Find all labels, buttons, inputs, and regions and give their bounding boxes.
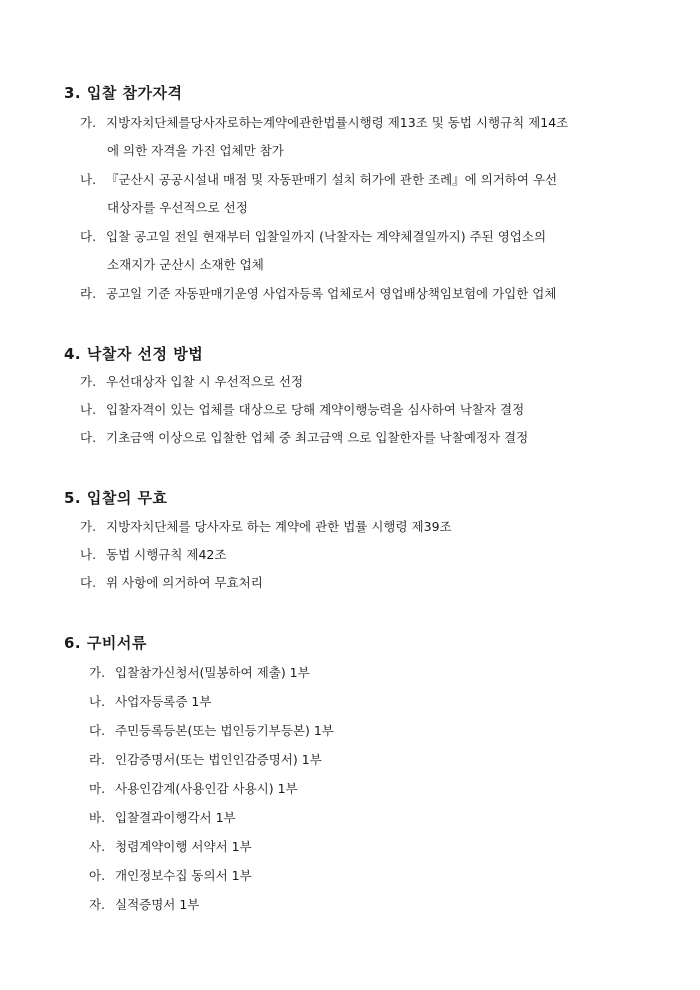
list-item bbox=[89, 897, 199, 913]
item-marker: 자. bbox=[89, 897, 106, 912]
item-marker: 다. bbox=[89, 723, 106, 738]
item-text: 지방자치단체를 당사자로 하는 계약에 관한 법률 시행령 제39조 bbox=[106, 519, 452, 534]
list-item bbox=[89, 839, 252, 855]
item-marker: 다. bbox=[80, 229, 97, 244]
item-text: 인감증명서(또는 법인인감증명서) 1부 bbox=[115, 752, 322, 767]
item-marker: 나. bbox=[80, 172, 97, 187]
item-text: 실적증명서 1부 bbox=[115, 897, 200, 912]
list-item bbox=[80, 575, 263, 591]
item-text: 주민등록등본(또는 법인등기부등본) 1부 bbox=[115, 723, 334, 738]
item-marker: 가. bbox=[80, 519, 97, 534]
item-marker: 다. bbox=[80, 430, 97, 445]
item-marker: 나. bbox=[89, 694, 106, 709]
item-text-continued: 에 의한 자격을 가진 업체만 참가 bbox=[107, 143, 284, 158]
item-marker: 가. bbox=[80, 115, 97, 130]
item-text: 입찰참가신청서(밀봉하여 제출) 1부 bbox=[115, 665, 310, 680]
list-item bbox=[80, 172, 557, 188]
item-text: 우선대상자 입찰 시 우선적으로 선정 bbox=[106, 374, 304, 389]
list-item bbox=[80, 286, 556, 302]
item-marker: 나. bbox=[80, 402, 97, 417]
list-item bbox=[89, 723, 334, 739]
item-marker: 바. bbox=[89, 810, 106, 825]
item-marker: 라. bbox=[89, 752, 106, 767]
item-text: 개인정보수집 동의서 1부 bbox=[115, 868, 252, 883]
item-text: 동법 시행규칙 제42조 bbox=[106, 547, 227, 562]
section-title: 3. 입찰 참가자격 bbox=[64, 84, 183, 102]
item-marker: 라. bbox=[80, 286, 97, 301]
list-item bbox=[89, 868, 252, 884]
item-text: 공고일 기준 자동판매기운영 사업자등록 업체로서 영업배상책임보험에 가입한 업체 bbox=[106, 286, 557, 301]
list-item bbox=[89, 810, 236, 826]
list-item bbox=[80, 374, 303, 390]
list-item bbox=[89, 752, 322, 768]
item-text-continued: 소재지가 군산시 소재한 업체 bbox=[107, 257, 264, 272]
item-marker: 나. bbox=[80, 547, 97, 562]
item-text: 청렴계약이행 서약서 1부 bbox=[115, 839, 252, 854]
list-item bbox=[80, 430, 528, 446]
list-item bbox=[89, 665, 310, 681]
item-text: 사용인감계(사용인감 사용시) 1부 bbox=[115, 781, 298, 796]
section-title: 5. 입찰의 무효 bbox=[64, 489, 168, 507]
item-text: 입찰 공고일 전일 현재부터 입찰일까지 (낙찰자는 계약체결일까지) 주된 영업소의 bbox=[106, 229, 547, 244]
item-marker: 사. bbox=[89, 839, 106, 854]
item-text: 지방자치단체를당사자로하는계약에관한법률시행령 제13조 및 동법 시행규칙 제14조 bbox=[106, 115, 569, 130]
list-item bbox=[80, 547, 226, 563]
list-item bbox=[89, 781, 298, 797]
item-text: 기초금액 이상으로 입찰한 업체 중 최고금액 으로 입찰한자를 낙찰예정자 결정 bbox=[106, 430, 529, 445]
item-marker: 가. bbox=[89, 665, 106, 680]
item-text: 사업자등록증 1부 bbox=[115, 694, 212, 709]
list-item bbox=[80, 115, 568, 131]
item-marker: 가. bbox=[80, 374, 97, 389]
item-text: 『군산시 공공시설내 매점 및 자동판매기 설치 허가에 관한 조례』에 의거하여 우선 bbox=[106, 172, 558, 187]
section-title: 6. 구비서류 bbox=[64, 634, 147, 652]
item-marker: 아. bbox=[89, 868, 106, 883]
item-text: 입찰결과이행각서 1부 bbox=[115, 810, 236, 825]
item-marker: 다. bbox=[80, 575, 97, 590]
item-text: 위 사항에 의거하여 무효처리 bbox=[106, 575, 263, 590]
list-item bbox=[80, 402, 524, 418]
item-text: 입찰자격이 있는 업체를 대상으로 당해 계약이행능력을 심사하여 낙찰자 결정 bbox=[106, 402, 525, 417]
section-title: 4. 낙찰자 선정 방법 bbox=[64, 345, 204, 363]
list-item bbox=[89, 694, 211, 710]
item-marker: 마. bbox=[89, 781, 106, 796]
item-text-continued: 대상자를 우선적으로 선정 bbox=[107, 200, 248, 215]
list-item bbox=[80, 519, 452, 535]
list-item bbox=[80, 229, 546, 245]
